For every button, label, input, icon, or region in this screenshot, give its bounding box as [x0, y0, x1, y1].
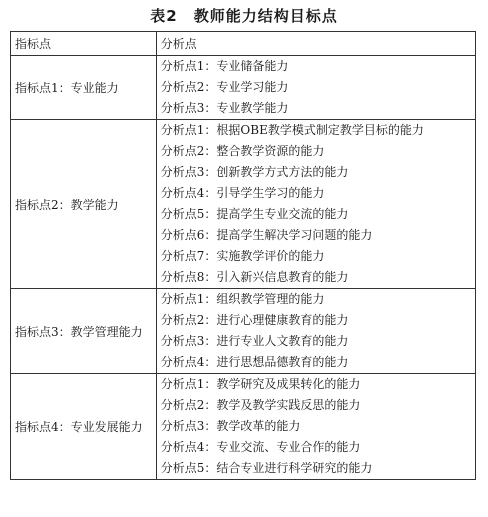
indicator-table	[10, 31, 476, 480]
analysis-point: 分析点2：整合教学资源的能力	[160, 144, 325, 158]
analysis-point: 分析点4：引导学生学习的能力	[160, 186, 325, 200]
indicator-cell: 指标点2：教学能力	[11, 120, 157, 289]
table-row	[11, 289, 476, 374]
analysis-point: 分析点2：进行心理健康教育的能力	[160, 313, 349, 327]
analysis-point: 分析点8：引入新兴信息教育的能力	[160, 270, 349, 284]
indicator-cell: 指标点4：专业发展能力	[11, 374, 157, 480]
analysis-point: 分析点2：专业学习能力	[160, 80, 289, 94]
analysis-point: 分析点2：教学及教学实践反思的能力	[160, 398, 361, 412]
analysis-point: 分析点1：组织教学管理的能力	[160, 292, 325, 306]
analysis-point: 分析点1：教学研究及成果转化的能力	[160, 377, 361, 391]
analysis-point: 分析点1：专业储备能力	[160, 59, 289, 73]
table-row	[11, 374, 476, 480]
analysis-point: 分析点3：创新教学方式方法的能力	[160, 165, 349, 179]
analysis-point-list	[156, 120, 475, 289]
analysis-point: 分析点3：进行专业人文教育的能力	[160, 334, 349, 348]
analysis-point: 分析点4：进行思想品德教育的能力	[160, 355, 349, 369]
indicator-cell: 指标点3：教学管理能力	[11, 289, 157, 374]
table-caption: 表2 教师能力结构目标点	[150, 7, 338, 25]
analysis-point-list	[156, 374, 475, 480]
table-header-row	[11, 32, 476, 56]
analysis-point: 分析点1：根据OBE教学模式制定教学目标的能力	[160, 123, 424, 137]
table-row	[11, 120, 476, 289]
header-analysis-point: 分析点	[156, 32, 475, 56]
analysis-point-list	[156, 289, 475, 374]
analysis-point: 分析点7：实施教学评价的能力	[160, 249, 325, 263]
table-row	[11, 56, 476, 120]
analysis-point: 分析点5：结合专业进行科学研究的能力	[160, 461, 373, 475]
analysis-point-list	[156, 56, 475, 120]
analysis-point: 分析点3：专业教学能力	[160, 101, 289, 115]
indicator-cell: 指标点1：专业能力	[11, 56, 157, 120]
analysis-point: 分析点4：专业交流、专业合作的能力	[160, 440, 361, 454]
analysis-point: 分析点3：教学改革的能力	[160, 419, 301, 433]
header-indicator: 指标点	[11, 32, 157, 56]
analysis-point: 分析点6：提高学生解决学习问题的能力	[160, 228, 373, 242]
analysis-point: 分析点5：提高学生专业交流的能力	[160, 207, 349, 221]
